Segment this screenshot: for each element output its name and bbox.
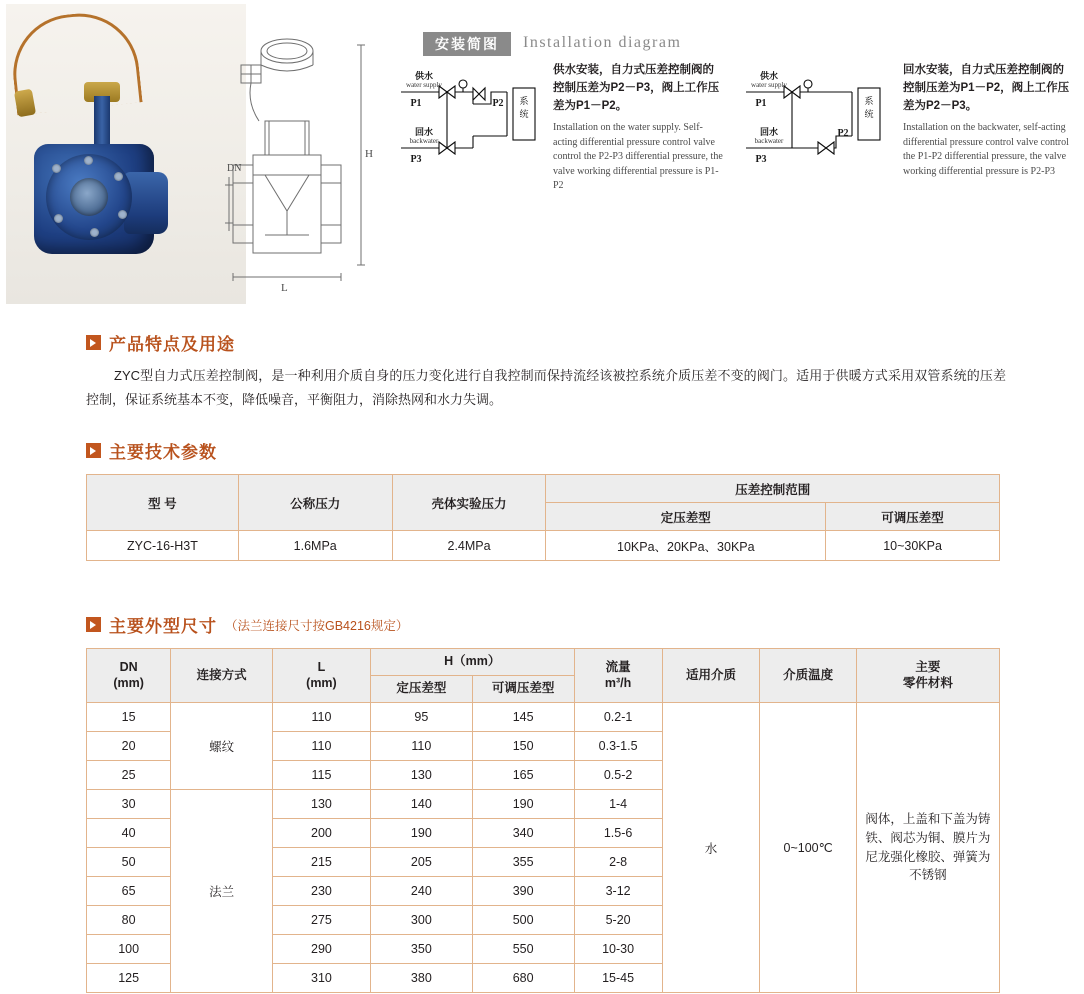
section1-paragraph [86,364,1006,412]
flange-bolt-icon [54,214,63,223]
table2-header-row-1 [87,649,1000,676]
table2-col-flow-line2: m³/h [604,675,632,690]
table2-cell-h-fixed: 140 [370,790,472,819]
table2-cell-h-adj: 390 [472,877,574,906]
installation-description-left [553,62,723,194]
installation-title-cn: 安装简图 [423,32,511,56]
table2-cell-flow: 1-4 [574,790,662,819]
installation-schematic-left [395,70,555,180]
system-label-left-1: 系 [519,96,529,106]
table2-cell-dn: 50 [87,848,171,877]
table2-cell-material: 阀体，上盖和下盖为铸铁、阀芯为铜、膜片为尼龙强化橡胶、弹簧为不锈钢 [856,703,999,993]
table2-cell-dn: 30 [87,790,171,819]
table2-header [87,649,1000,703]
installation-desc-cn-left: 供水安装，自力式压差控制阀的控制压差为P2－P3，阀上工作压差为P1－P2。 [553,64,720,112]
section-technical-parameters [0,438,1084,463]
supply-pressure-right: P1 [755,98,767,109]
section3-title: 主要外型尺寸 [109,617,217,636]
table2-cell-flow: 0.5-2 [574,761,662,790]
table2-cell-dn: 125 [87,964,171,993]
table2-cell-l: 290 [272,935,370,964]
table2-cell-h-fixed: 380 [370,964,472,993]
installation-title-en: Installation diagram [523,34,682,51]
table2-cell-h-adj: 340 [472,819,574,848]
flange-bolt-icon [84,156,93,165]
table2-cell-h-adj: 550 [472,935,574,964]
section-dimensions [0,612,1084,637]
section3-heading [0,612,1084,637]
table2-col-temperature: 介质温度 [760,649,856,703]
table2-cell-medium: 水 [662,703,760,993]
table1-header-row-1 [87,475,1000,503]
table2-cell-dn: 25 [87,761,171,790]
table2-cell-l: 110 [272,732,370,761]
table2-col-h-fixed: 定压差型 [370,676,472,703]
table2-cell-h-adj: 680 [472,964,574,993]
hero-image-area [0,0,1084,312]
table2-cell-h-fixed: 110 [370,732,472,761]
arrow-right-icon [86,443,101,458]
table2-cell-h-adj: 355 [472,848,574,877]
table2-cell-h-adj: 190 [472,790,574,819]
supply-label-left: 供水 water supply [406,71,442,89]
section2-heading [0,438,1084,463]
flange-bolt-icon [114,172,123,181]
dimension-label-h: H [365,148,373,160]
table2-cell-dn: 20 [87,732,171,761]
table2-cell-flow: 15-45 [574,964,662,993]
section1-heading [0,330,1084,355]
table2-cell-h-adj: 145 [472,703,574,732]
table2-cell-l: 275 [272,906,370,935]
table2-cell-l: 200 [272,819,370,848]
section3-subtitle: （法兰连接尺寸按GB4216规定） [225,618,409,633]
table1-cell-adjustable: 10~30KPa [826,531,1000,561]
arrow-right-icon [86,335,101,350]
table2-cell-dn: 65 [87,877,171,906]
outline-drawing-svg [225,25,395,295]
technical-outline-drawing [225,25,395,295]
table2-col-flow [574,649,662,703]
flange-bolt-icon [90,228,99,237]
section1-title: 产品特点及用途 [109,335,235,354]
table2-cell-h-fixed: 190 [370,819,472,848]
table2-cell-l: 310 [272,964,370,993]
table2-cell-flow: 3-12 [574,877,662,906]
table2-cell-h-fixed: 300 [370,906,472,935]
table2-col-l-line1: L [317,659,326,674]
table1-body [87,531,1000,561]
table2-cell-h-adj: 500 [472,906,574,935]
table2-col-material-line1: 主要 [915,659,941,674]
system-label-right-2: 统 [864,109,874,119]
product-photo [6,4,246,304]
backwater-label-right: 回水 backwater [754,127,784,145]
table2-cell-l: 230 [272,877,370,906]
installation-description-right [903,62,1073,179]
table1-col-nominal-pressure: 公称压力 [238,475,392,531]
section-product-features [0,330,1084,355]
table2-col-dn-line1: DN [119,659,138,674]
section2-title: 主要技术参数 [109,443,217,462]
table2-cell-connection-thread: 螺纹 [171,703,273,790]
section1-paragraph-text: ZYC型自力式压差控制阀，是一种利用介质自身的压力变化进行自我控制而保持流经该被控系统介质压差不变的阀门。适用于供暖方式采用双管系统的压差控制，保证系统基本不变，降低噪音，平衡阻力，消除热网和水力失调。 [86,368,1006,408]
table2-cell-flow: 1.5-6 [574,819,662,848]
table2-col-dn-line2: (mm) [113,675,144,690]
table2-cell-l: 110 [272,703,370,732]
table1-col-fixed: 定压差型 [546,503,826,531]
valve-bore-icon [70,178,108,216]
technical-parameters-table [86,474,1000,561]
table1-cell-nominal-pressure: 1.6MPa [238,531,392,561]
backwater-label-left: 回水 backwater [409,127,439,145]
supply-pressure-left: P1 [410,98,422,109]
table1-col-shell-test-pressure: 壳体实验压力 [392,475,546,531]
mid-pressure-right: P2 [837,128,849,139]
table2-body [87,703,1000,993]
table-row [87,703,1000,732]
table2-cell-connection-flange: 法兰 [171,790,273,993]
supply-label-right: 供水 water supply [751,71,787,89]
table1-cell-fixed: 10KPa、20KPa、30KPa [546,531,826,561]
flange-bolt-icon [52,164,61,173]
table1-cell-shell-test-pressure: 2.4MPa [392,531,546,561]
installation-desc-cn-right: 回水安装，自力式压差控制阀的控制压差为P1－P2，阀上工作压差为P2－P3。 [903,64,1070,112]
table2-cell-dn: 100 [87,935,171,964]
table1-col-range-group: 压差控制范围 [546,475,1000,503]
system-label-right-1: 系 [864,96,874,106]
table2-cell-h-fixed: 240 [370,877,472,906]
table1-col-model: 型 号 [87,475,239,531]
table2-cell-flow: 5-20 [574,906,662,935]
table2-col-flow-line1: 流量 [605,659,631,674]
table2-cell-h-adj: 150 [472,732,574,761]
table2-cell-l: 215 [272,848,370,877]
table2-col-h-group: H（mm） [370,649,574,676]
table2-cell-h-fixed: 205 [370,848,472,877]
table2-cell-h-fixed: 95 [370,703,472,732]
back-pressure-left: P3 [410,154,422,165]
installation-desc-en-right: Installation on the backwater, self-acting differential pressure control valve control the P1-P2 differential pressure, the valve working differential pressure is P2-P3 [903,122,1069,177]
installation-diagram-block [395,22,1080,222]
table2-cell-h-adj: 165 [472,761,574,790]
table1-col-adjustable: 可调压差型 [826,503,1000,531]
table2-cell-flow: 0.3-1.5 [574,732,662,761]
table2-cell-temperature: 0~100℃ [760,703,856,993]
table2-col-material [856,649,999,703]
back-pressure-right: P3 [755,154,767,165]
table2-cell-flow: 2-8 [574,848,662,877]
table2-cell-l: 130 [272,790,370,819]
table2-col-material-line2: 零件材料 [902,675,953,690]
table2-col-h-adjustable: 可调压差型 [472,676,574,703]
table2-cell-l: 115 [272,761,370,790]
dimensions-table [86,648,1000,993]
table2-cell-dn: 40 [87,819,171,848]
table1-header [87,475,1000,531]
mid-pressure-left: P2 [492,98,504,109]
table2-col-dn [87,649,171,703]
table2-col-l-line2: (mm) [306,675,337,690]
table2-col-l [272,649,370,703]
table2-cell-flow: 0.2-1 [574,703,662,732]
dimension-label-dn: DN [227,163,242,174]
table2-cell-dn: 15 [87,703,171,732]
table-row [87,531,1000,561]
table1-cell-model: ZYC-16-H3T [87,531,239,561]
arrow-right-icon [86,617,101,632]
table2-cell-flow: 10-30 [574,935,662,964]
flange-bolt-icon [118,210,127,219]
table2-col-medium: 适用介质 [662,649,760,703]
system-label-left-2: 统 [519,109,529,119]
installation-desc-en-left: Installation on the water supply. Self-acting differential pressure control valve control the P2-P3 differential pressure, the valve working differential pressure is P1-P2 [553,122,723,192]
table2-cell-h-fixed: 350 [370,935,472,964]
table2-col-connection: 连接方式 [171,649,273,703]
installation-schematic-right [740,70,900,180]
table2-cell-dn: 80 [87,906,171,935]
table2-cell-h-fixed: 130 [370,761,472,790]
dimension-label-l: L [281,282,288,294]
